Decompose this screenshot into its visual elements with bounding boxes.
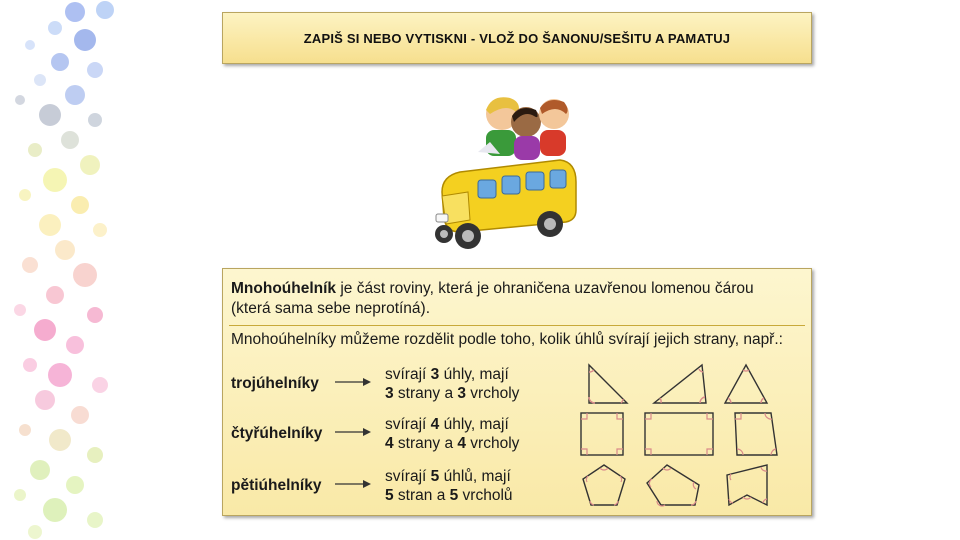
header-banner [222, 12, 812, 64]
rectangle-shape [641, 409, 717, 459]
category-row-pentagons [223, 465, 811, 511]
triangle-isosceles-shape [721, 359, 771, 409]
trapezoid-shape [731, 409, 781, 459]
divider [229, 325, 805, 326]
definition-term: Mnohoúhelník [231, 280, 337, 297]
pentagon-irregular-shape [643, 461, 705, 511]
intro-text: Mnohoúhelníky můžeme rozdělit podle toho, kolik úhlů svírají jejich strany, např.: [231, 331, 783, 348]
polygon-info-panel [222, 268, 812, 516]
category-name: pětiúhelníky [231, 477, 322, 494]
arrow-right-icon [333, 477, 373, 491]
pentagon-concave-shape [723, 461, 773, 511]
bokeh-decoration [0, 0, 140, 540]
arrow-right-icon [333, 425, 373, 439]
definition-line2: (která sama sebe neprotíná). [231, 300, 431, 317]
definition-text [231, 279, 806, 319]
triangle-obtuse-shape [650, 359, 710, 409]
definition-line1: je část roviny, která je ohraničena uzavřenou lomenou čárou [336, 280, 754, 297]
category-description: svírají 4 úhly, mají 4 strany a 4 vrcholy [385, 416, 520, 452]
category-description: svírají 5 úhlů, mají 5 stran a 5 vrcholů [385, 468, 513, 504]
triangle-right-shape [583, 359, 633, 409]
school-bus-illustration [430, 92, 590, 262]
pentagon-regular-shape [579, 461, 629, 511]
header-title: ZAPIŠ SI NEBO VYTISKNI - VLOŽ DO ŠANONU/SEŠITU A PAMATUJ [303, 30, 731, 46]
category-description: svírají 3 úhly, mají 3 strany a 3 vrcholy [385, 366, 520, 402]
category-name: trojúhelníky [231, 375, 319, 392]
square-shape [577, 409, 627, 459]
arrow-right-icon [333, 375, 373, 389]
category-name: čtyřúhelníky [231, 425, 323, 442]
category-row-quadrilaterals [223, 413, 811, 459]
category-row-triangles [223, 363, 811, 409]
